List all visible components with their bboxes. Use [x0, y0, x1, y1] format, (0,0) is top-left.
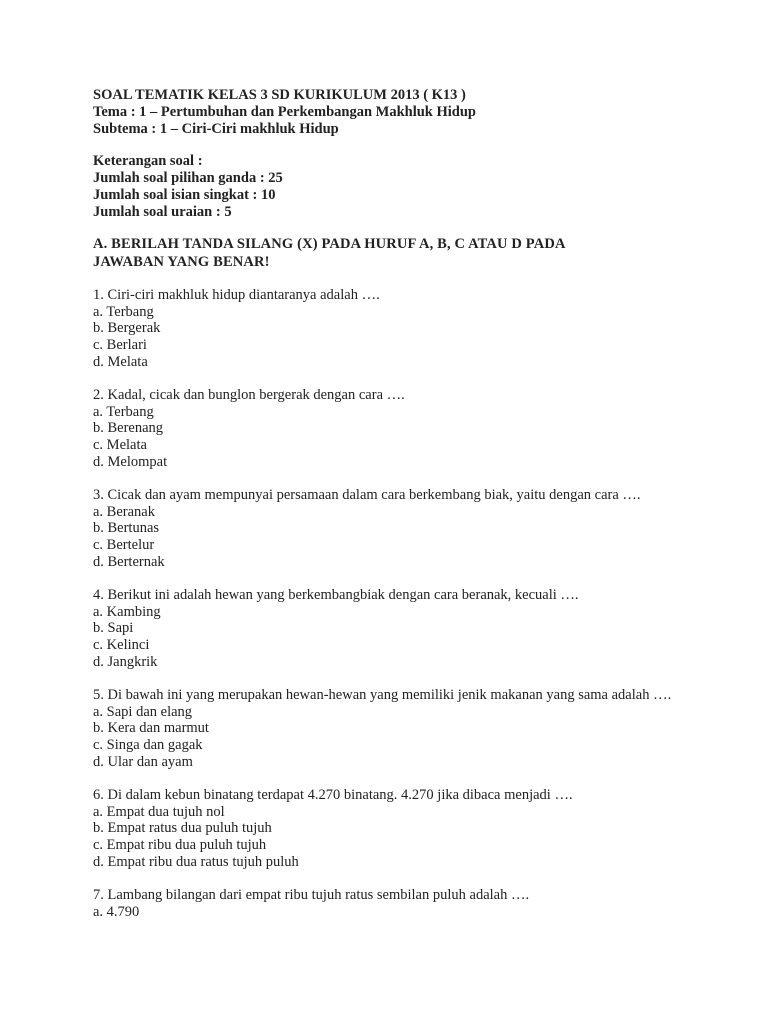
question-stem: 3. Cicak dan ayam mempunyai persamaan dalam cara berkembang biak, yaitu dengan cara ….: [93, 487, 641, 504]
section-a-instruction-line2: JAWABAN YANG BENAR!: [93, 253, 270, 270]
section-a-instruction-line1: A. BERILAH TANDA SILANG (X) PADA HURUF A, B, C ATAU D PADA: [93, 236, 566, 252]
question-stem: 2. Kadal, cicak dan bunglon bergerak dengan cara ….: [93, 387, 405, 404]
subtema-line: Subtema : 1 – Ciri-Ciri makhluk Hidup: [93, 121, 339, 137]
option-a: a. Kambing: [93, 603, 161, 620]
option-a: a. Terbang: [93, 403, 154, 420]
option-a: a. Terbang: [93, 303, 154, 320]
option-c: c. Empat ribu dua puluh tujuh: [93, 837, 267, 854]
option-d: d. Melompat: [93, 453, 168, 470]
option-d: d. Ular dan ayam: [93, 753, 193, 770]
question-2: [93, 387, 693, 471]
option-c: c. Bertelur: [93, 537, 155, 554]
question-3: [93, 487, 693, 571]
option-b: b. Bertunas: [93, 520, 160, 537]
jumlah-pilihan-ganda: Jumlah soal pilihan ganda : 25: [93, 170, 283, 186]
question-stem: 5. Di bawah ini yang merupakan hewan-hewan yang memiliki jenik makanan yang sama adalah ….: [93, 687, 672, 704]
option-d: d. Jangkrik: [93, 653, 158, 670]
question-stem: 7. Lambang bilangan dari empat ribu tujuh ratus sembilan puluh adalah ….: [93, 887, 530, 904]
option-c: c. Singa dan gagak: [93, 737, 203, 754]
jumlah-isian-singkat: Jumlah soal isian singkat : 10: [93, 187, 276, 203]
jumlah-uraian: Jumlah soal uraian : 5: [93, 204, 232, 220]
option-d: d. Melata: [93, 353, 148, 370]
question-1: [93, 287, 693, 371]
question-6: [93, 787, 693, 871]
option-b: b. Berenang: [93, 420, 164, 437]
option-a: a. 4.790: [93, 903, 140, 920]
keterangan-heading: Keterangan soal :: [93, 153, 203, 169]
option-b: b. Kera dan marmut: [93, 720, 209, 737]
document-title: SOAL TEMATIK KELAS 3 SD KURIKULUM 2013 ( K13 ): [93, 87, 466, 103]
option-c: c. Melata: [93, 437, 147, 454]
option-a: a. Sapi dan elang: [93, 703, 193, 720]
question-stem: 6. Di dalam kebun binatang terdapat 4.270 binatang. 4.270 jika dibaca menjadi ….: [93, 787, 573, 804]
question-stem: 4. Berikut ini adalah hewan yang berkembangbiak dengan cara beranak, kecuali ….: [93, 587, 579, 604]
option-c: c. Berlari: [93, 337, 147, 354]
question-5: [93, 687, 693, 771]
question-stem: 1. Ciri-ciri makhluk hidup diantaranya adalah ….: [93, 287, 380, 303]
option-b: b. Bergerak: [93, 320, 161, 337]
option-c: c. Kelinci: [93, 637, 150, 654]
option-a: a. Empat dua tujuh nol: [93, 803, 225, 820]
option-b: b. Sapi: [93, 620, 134, 637]
question-4: [93, 587, 693, 671]
option-a: a. Beranak: [93, 503, 155, 520]
option-d: d. Berternak: [93, 553, 165, 570]
question-7: [93, 887, 693, 920]
option-b: b. Empat ratus dua puluh tujuh: [93, 820, 272, 837]
tema-line: Tema : 1 – Pertumbuhan dan Perkembangan Makhluk Hidup: [93, 104, 476, 120]
document-content: [93, 87, 693, 937]
option-d: d. Empat ribu dua ratus tujuh puluh: [93, 853, 299, 870]
